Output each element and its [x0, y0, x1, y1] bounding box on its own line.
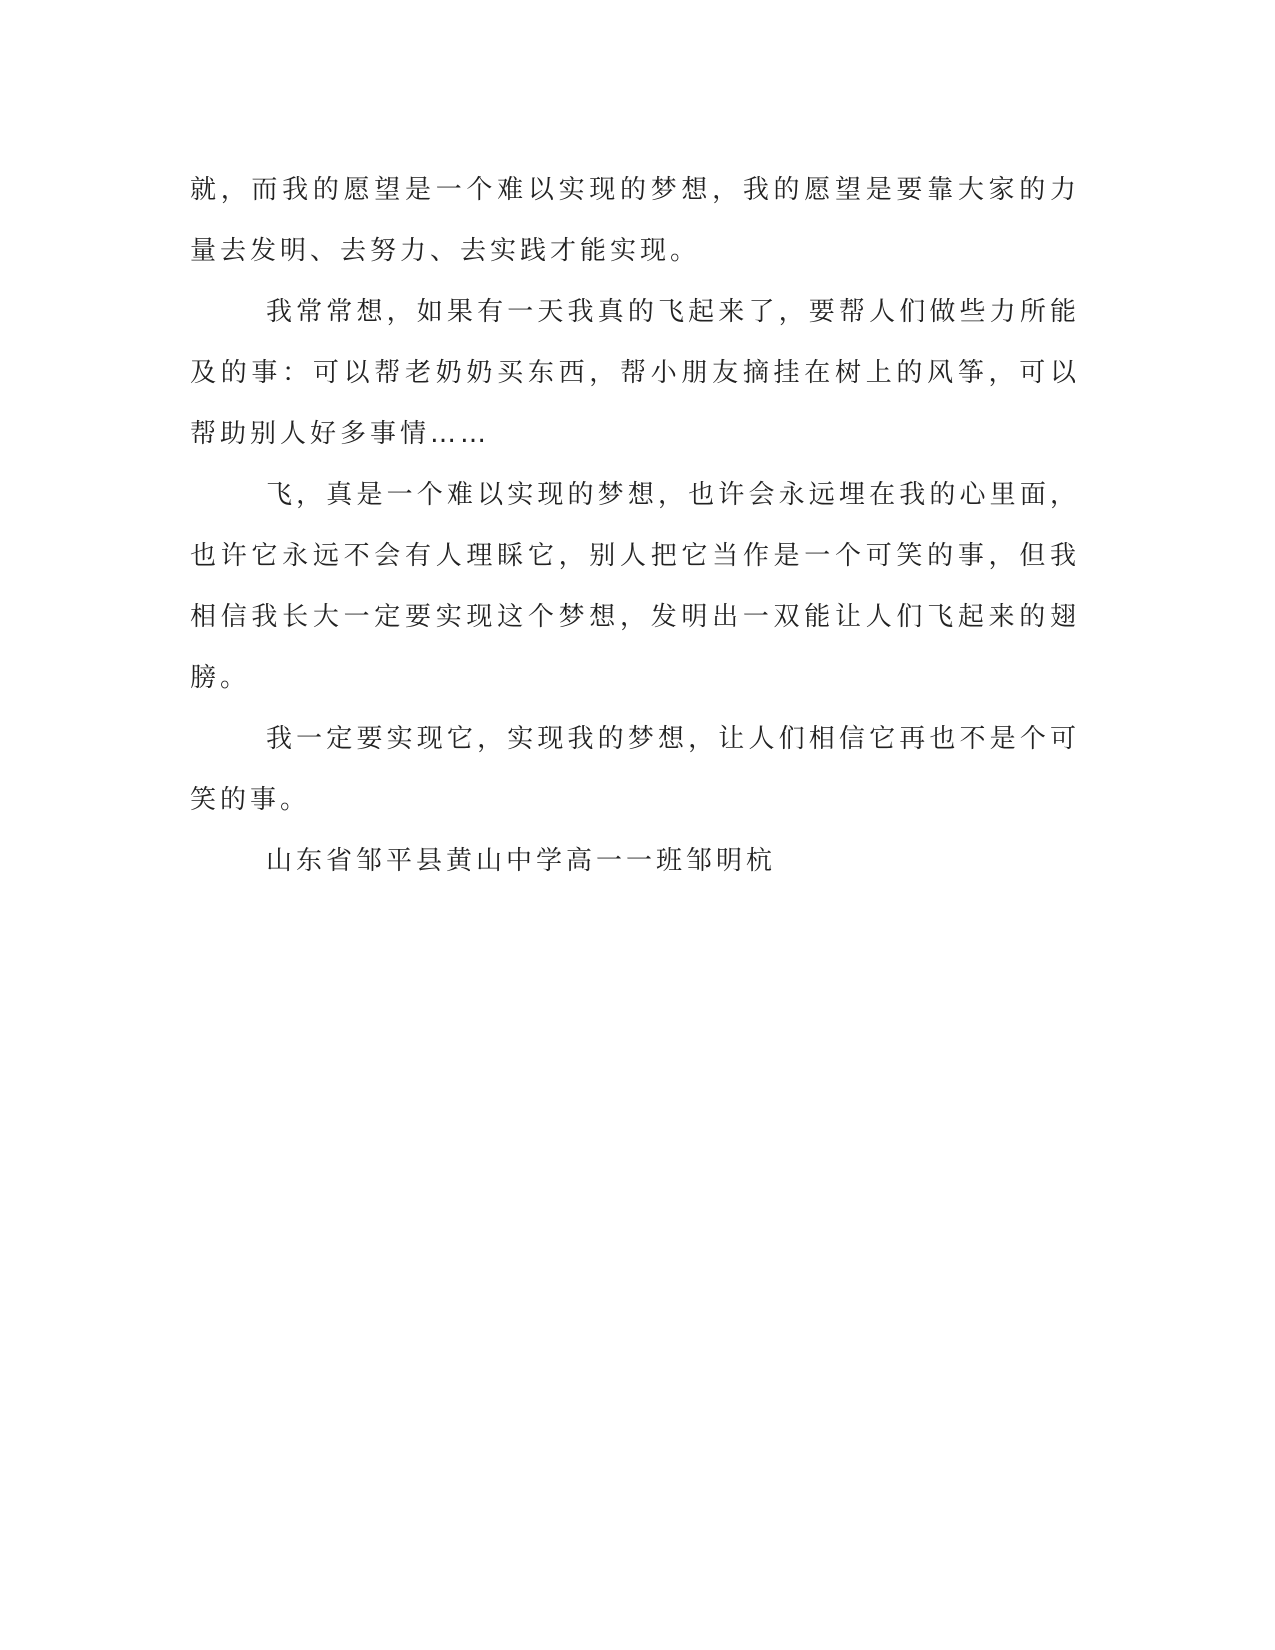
paragraph-flying-dream: 飞，真是一个难以实现的梦想，也许会永远埋在我的心里面，也许它永远不会有人理睬它，别人把它当作是一个可笑的事，但我相信我长大一定要实现这个梦想，发明出一双能让人们飞起来的翅膀。	[190, 480, 1080, 693]
paragraph-continuation: 就，而我的愿望是一个难以实现的梦想，我的愿望是要靠大家的力量去发明、去努力、去实践才能实现。	[190, 175, 1080, 266]
paragraph-helping-people: 我常常想，如果有一天我真的飞起来了，要帮人们做些力所能及的事：可以帮老奶奶买东西，帮小朋友摘挂在树上的风筝，可以帮助别人好多事情……	[190, 297, 1080, 449]
author-signature: 山东省邹平县黄山中学高一一班邹明杭	[266, 846, 777, 876]
body-text	[190, 160, 1080, 892]
paragraph-resolution: 我一定要实现它，实现我的梦想，让人们相信它再也不是个可笑的事。	[190, 724, 1080, 815]
